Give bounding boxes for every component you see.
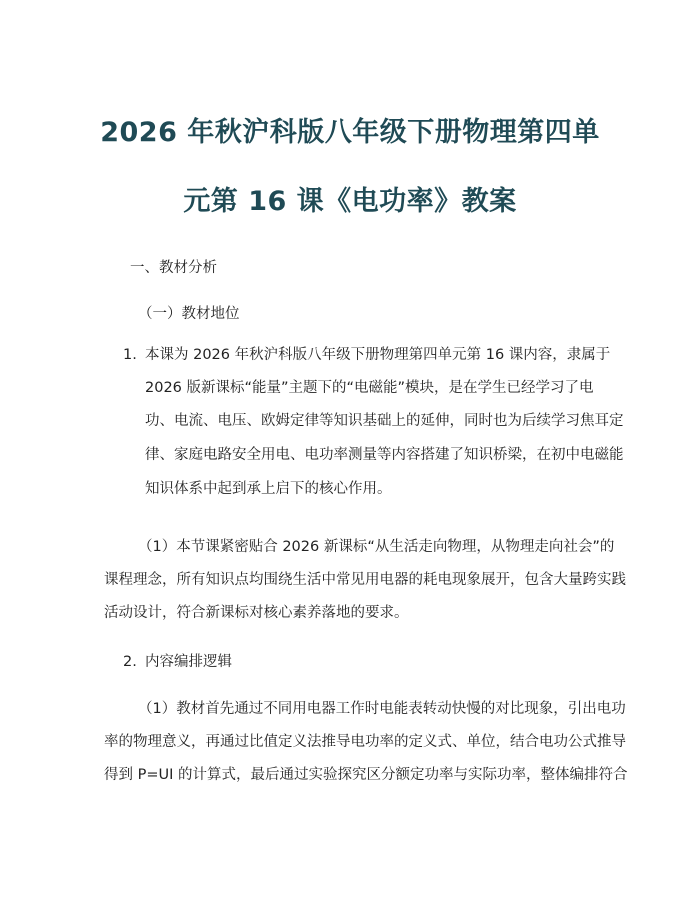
paragraph-line: 得到 P=UI 的计算式，最后通过实验探究区分额定功率与实际功率，整体编排符合 <box>104 767 628 783</box>
paragraph-line: 课程理念，所有知识点均围绕生活中常见用电器的耗电现象展开，包含大量跨实践 <box>104 572 626 588</box>
paragraph-line: 活动设计，符合新课标对核心素养落地的要求。 <box>104 605 409 621</box>
paragraph-line: （1）教材首先通过不同用电器工作时电能表转动快慢的对比现象，引出电功 <box>138 701 626 717</box>
section-heading-textbook-analysis: 一、教材分析 <box>130 260 217 276</box>
paragraph-line: （1）本节课紧密贴合 2026 新课标“从生活走向物理，从物理走向社会”的 <box>138 539 615 555</box>
document-title-line-2: 元第 16 课《电功率》教案 <box>183 186 517 217</box>
document-title-line-1: 2026 年秋沪科版八年级下册物理第四单 <box>100 117 600 148</box>
list-item-2-heading: 内容编排逻辑 <box>145 654 232 670</box>
list-number-1: 1. <box>123 347 137 363</box>
list-item-1-line: 功、电流、电压、欧姆定律等知识基础上的延伸，同时也为后续学习焦耳定 <box>145 413 624 429</box>
list-number-2: 2. <box>123 654 137 670</box>
list-item-1-line: 知识体系中起到承上启下的核心作用。 <box>145 481 392 497</box>
list-item-1-line: 2026 版新课标“能量”主题下的“电磁能”模块，是在学生已经学习了电 <box>145 380 594 396</box>
subsection-heading-textbook-status: （一）教材地位 <box>138 306 240 322</box>
list-item-1-line: 律、家庭电路安全用电、电功率测量等内容搭建了知识桥梁，在初中电磁能 <box>145 447 624 463</box>
list-item-1-line: 本课为 2026 年秋沪科版八年级下册物理第四单元第 16 课内容，隶属于 <box>145 347 611 363</box>
paragraph-line: 率的物理意义，再通过比值定义法推导电功率的定义式、单位，结合电功公式推导 <box>104 734 626 750</box>
